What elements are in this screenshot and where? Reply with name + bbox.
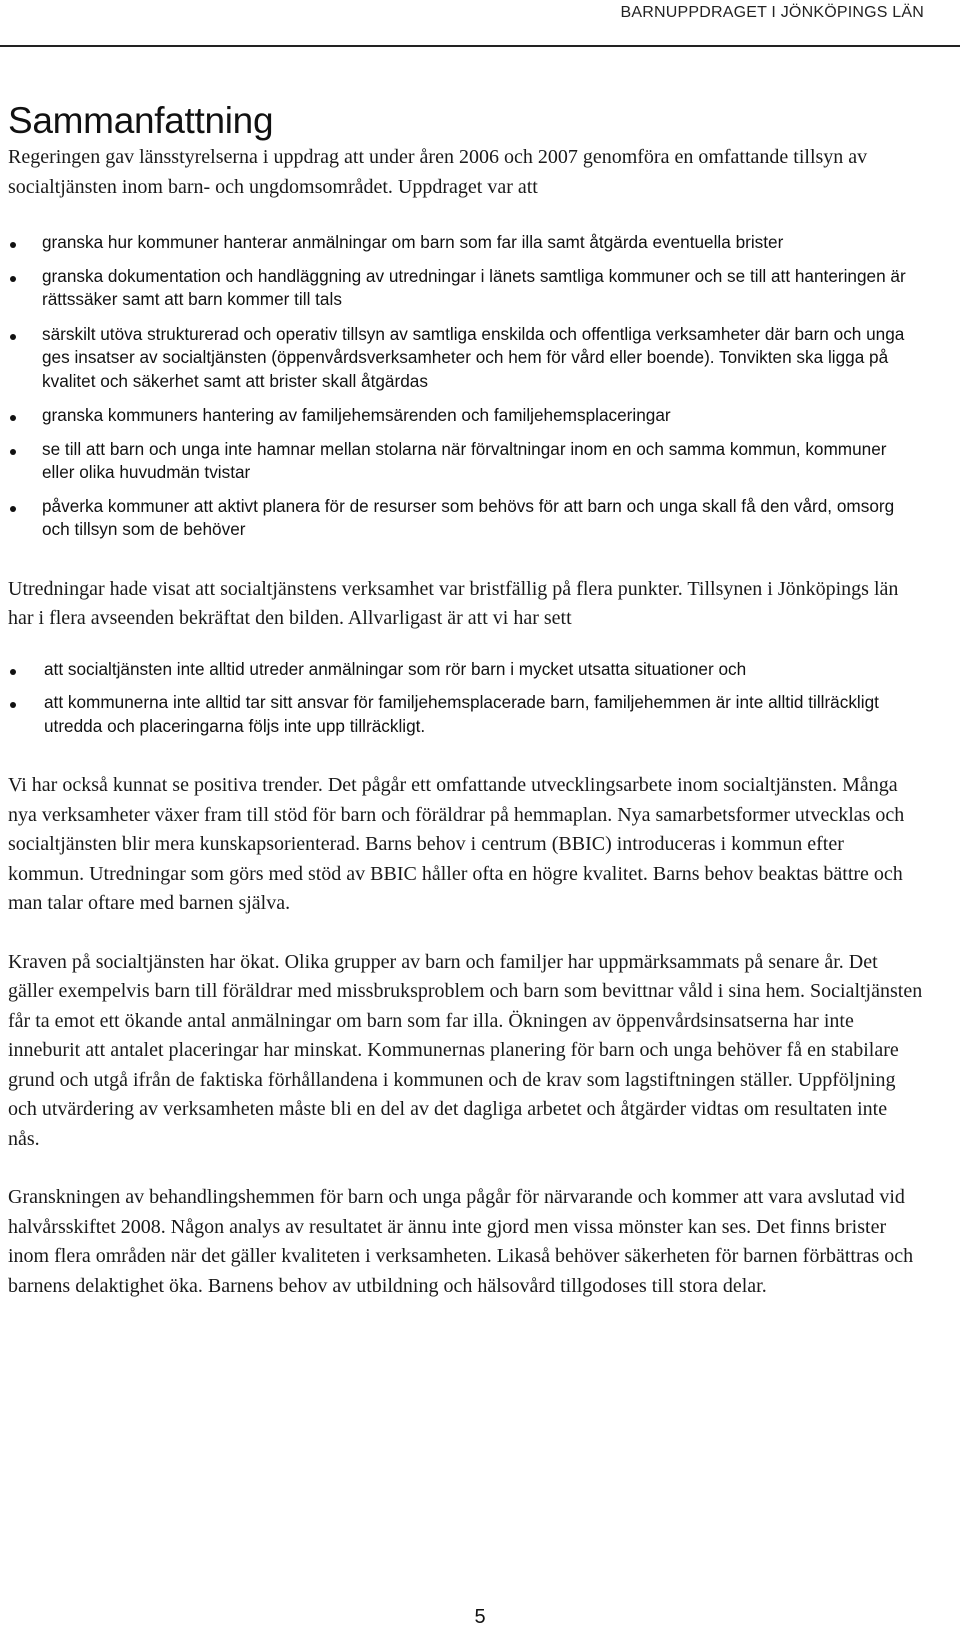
findings-list: [8, 658, 923, 739]
bullet-icon: [10, 506, 16, 512]
list-item-text: se till att barn och unga inte hamnar mellan stolarna när förvaltningar inom en och samma kommun, kommuner eller olika huvudmän tvistar: [42, 438, 887, 482]
positive-trends-paragraph: Vi har också kunnat se positiva trender. Det pågår ett omfattande utvecklingsarbete inom socialtjänsten. Många nya verksamheter växer fram till stöd för barn och föräldrar på hemmaplan. Nya samarbetsformer utvecklas och socialtjänsten blir mera kunskapsorienterad. Barns behov i centrum (BBIC) introduceras i kommun efter kommun. Utredningar som görs med stöd av BBIC håller ofta en högre kvalitet. Barns behov beaktas bättre och man talar oftare med barnen själva.: [8, 774, 905, 914]
list-item-text: granska hur kommuner hanterar anmälningar om barn som far illa samt åtgärda eventuella brister: [42, 232, 784, 252]
findings-paragraph: Utredningar hade visat att socialtjänstens verksamhet var bristfällig på flera punkter. Tillsynen i Jönköpings län har i flera avseenden bekräftat den bilden. Allvarligast är att vi har sett: [8, 577, 899, 629]
list-item-text: granska kommuners hantering av familjehemsärenden och familjehemsplaceringar: [42, 405, 671, 425]
running-title: BARNUPPDRAGET I JÖNKÖPINGS LÄN: [620, 4, 924, 21]
bullet-icon: [10, 449, 16, 455]
list-item: [8, 231, 923, 255]
page-title: Sammanfattning: [8, 100, 274, 141]
page-header: [0, 0, 960, 48]
list-item: [8, 404, 923, 428]
list-item: [8, 265, 923, 312]
bullet-icon: [10, 415, 16, 421]
page-content: [8, 98, 923, 1301]
bullet-icon: [10, 276, 16, 282]
list-item: [8, 495, 923, 542]
assignment-list: [8, 231, 923, 542]
list-item-text: granska dokumentation och handläggning av utredningar i länets samtliga kommuner och se till att hanteringen är rättssäker samt att barn kommer till tals: [42, 265, 906, 309]
list-item: [8, 658, 923, 682]
list-item-text: särskilt utöva strukturerad och operativ tillsyn av samtliga enskilda och offentliga verksamheter där barn och unga ges insatser av socialtjänsten (öppenvårdsverksamheter och hem för vård eller boende). Tonvikten ska ligga på kvalitet och säkerhet samt att brister skall åtgärdas: [42, 323, 905, 391]
list-item: [8, 323, 923, 394]
list-item-text: att kommunerna inte alltid tar sitt ansvar för familjehemsplacerade barn, familjehemmen är inte alltid tillräckligt utredda och placeringarna följs inte upp tillräckligt.: [44, 692, 879, 736]
demands-paragraph: Kraven på socialtjänsten har ökat. Olika grupper av barn och familjer har uppmärksammats på senare år. Det gäller exempelvis barn till föräldrar med missbruksproblem och barn som bevittnar våld i sina hem. Socialtjänsten får ta emot ett ökande antal anmälningar om barn som far illa. Ökningen av öppenvårdsinsatserna har inte inneburit att antalet placeringar har minskat. Kommunernas planering för barn och unga behöver få en stabilare grund och utgå ifrån de faktiska förhållandena i kommunen och de krav som lagstiftningen ställer. Uppföljning och utvärdering av verksamheten måste bli en del av det dagliga arbetet och åtgärder vidtas om resultaten inte nås.: [8, 950, 923, 1150]
page-number: 5: [474, 1606, 486, 1628]
bullet-icon: [10, 242, 16, 248]
intro-paragraph: Regeringen gav länsstyrelserna i uppdrag att under åren 2006 och 2007 genomföra en omfattande tillsyn av socialtjänsten inom barn- och ungdomsområdet. Uppdraget var att: [8, 146, 868, 198]
list-item: [8, 438, 923, 485]
header-rule: [0, 45, 960, 47]
bullet-icon: [10, 702, 16, 708]
list-item-text: påverka kommuner att aktivt planera för de resurser som behövs för att barn och unga skall få den vård, omsorg och tillsyn som de behöver: [42, 495, 895, 539]
review-paragraph: Granskningen av behandlingshemmen för barn och unga pågår för närvarande och kommer att vara avslutad vid halvårsskiftet 2008. Någon analys av resultatet är ännu inte gjord men vissa mönster kan ses. Det finns brister inom flera områden när det gäller kvaliteten i verksamheten. Likaså behöver säkerheten för barnen förbättras och barnens delaktighet öka. Barnens behov av utbildning och hälsovård tillgodoses till stora delar.: [8, 1186, 914, 1297]
list-item: [8, 691, 923, 738]
bullet-icon: [10, 334, 16, 340]
list-item-text: att socialtjänsten inte alltid utreder anmälningar som rör barn i mycket utsatta situationer och: [44, 658, 747, 679]
bullet-icon: [10, 669, 16, 675]
